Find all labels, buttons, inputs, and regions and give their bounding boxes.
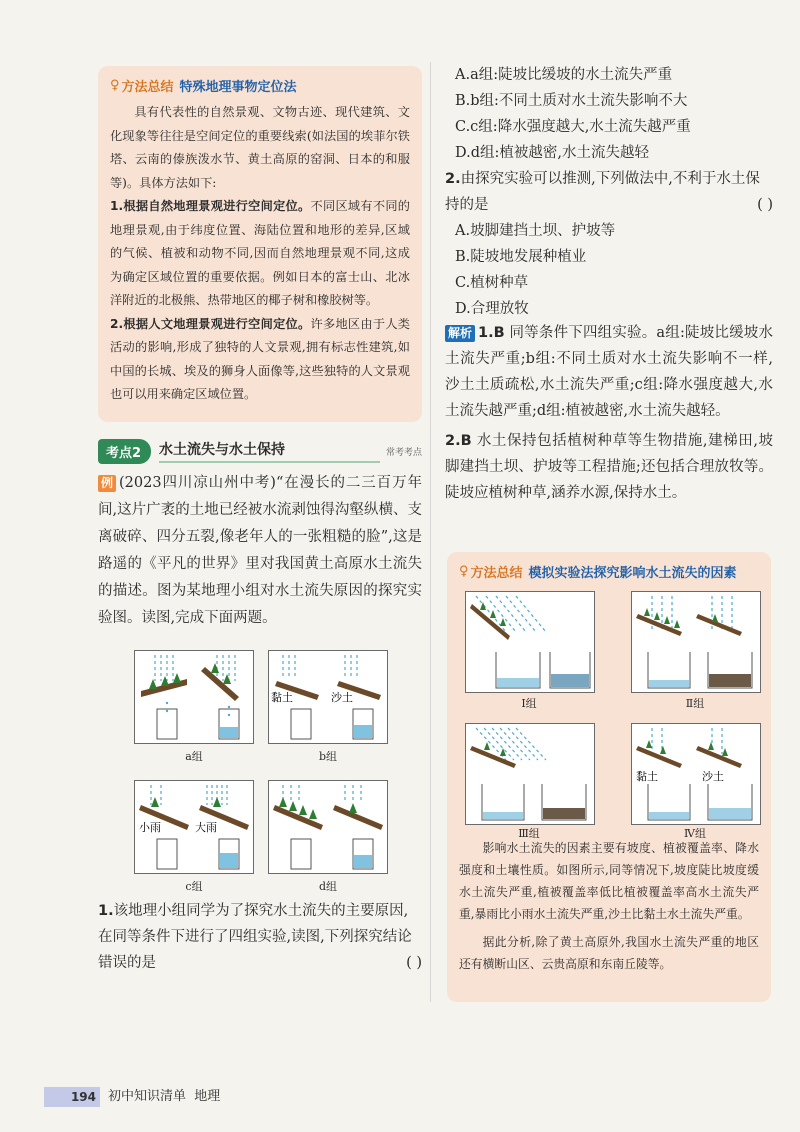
question-2-answer-blank: ( ) [757,197,773,213]
method-box-header [110,76,410,95]
caption-group-3: Ⅲ组 [518,827,540,840]
caption-group-1: Ⅰ组 [521,697,537,710]
option-a: A.a组:陡坡比缓坡的水土流失严重 [455,67,673,83]
answer-1-head: 1.B [478,325,505,341]
method2-paragraph-2: 据此分析,除了黄土高原外,我国水土流失严重的地区还有横断山区、云贵高原和东南丘陵等。 [459,935,759,971]
method-point-2-body: 许多地区由于人类活动的影响,形成了独特的人文景观,拥有标志性建筑,如中国的长城、埃及的狮身人面像等,这些独特的人文景观也可以用来确定区域位置。 [110,316,410,401]
method-title: 特殊地理事物定位法 [179,80,297,95]
method-point-1-head: 1.根据自然地理景观进行空间定位。 [110,199,311,213]
section-title: 水土流失与水土保持 [159,439,380,463]
answer-2-text: 水土保持包括植树种草等生物措施,建梯田,坡脚建挡土坝、护坡等工程措施;还包括合理放牧等。陡坡应植树种草,涵养水源,保持水土。 [445,433,774,501]
section-banner [98,437,422,465]
label-clay: 黏土 [271,691,293,704]
analysis-tag: 解析 [445,325,475,342]
example-paragraph [98,470,422,632]
question-1-options [455,62,775,166]
running-footer [108,1087,220,1107]
panel-3 [465,723,595,825]
panel-a [134,650,254,744]
method-tag: ♀ 方法总结 [110,78,174,95]
lightbulb-icon: ♀ [110,78,120,93]
label-sand: 沙土 [331,691,353,704]
panel-2 [631,591,761,693]
option-d: D.合理放牧 [455,301,529,317]
method-box-header [459,562,759,581]
subject-name: 地理 [194,1089,221,1104]
example-tag: 例 [98,475,116,492]
label-light-rain: 小雨 [139,821,161,834]
option-b: B.陡坡地发展种植业 [455,249,587,265]
label-clay: 黏土 [636,770,658,783]
method-point-1-body: 不同区域有不同的地理景观,由于纬度位置、海陆位置和地形的差异,区域的气候、植被和动物不同,因而自然地理景观不同,这成为确定区域位置的重要依据。例如日本的富士山、北冰洋附近的北极熊、热带地区的椰子树和橡胶树等。 [110,199,410,307]
question-1-text: 该地理小组同学为了探究水土流失的主要原因,在同等条件下进行了四组实验,读图,下列探究结论错误的是 [98,903,412,971]
question-2-number: 2. [445,171,461,187]
caption-group-4: Ⅳ组 [684,827,706,840]
lightbulb-icon: ♀ [459,564,469,579]
answer-1-text: 同等条件下四组实验。a组:陡坡比缓坡水土流失严重;b组:不同土质对水土流失影响不一样,沙土土质疏松,水土流失严重;c组:降水强度越大,水土流失越严重;d组:植被越密,水土流失越轻。 [445,325,774,419]
option-a: A.坡脚建挡土坝、护坡等 [455,223,616,239]
caption-b: b组 [318,750,338,763]
section-tag: 考点2 [98,439,151,464]
frequency-badge: 常考考点 [385,447,422,458]
book-title: 初中知识清单 [108,1089,187,1104]
question-1-answer-blank: ( ) [406,955,422,971]
option-d: D.d组:植被越密,水土流失越轻 [455,145,649,161]
question-1 [98,898,422,976]
option-c: C.植树种草 [455,275,529,291]
panel-c [134,780,254,874]
answer-2-head: 2.B [445,433,472,449]
label-sand: 沙土 [702,770,724,783]
caption-a: a组 [185,750,203,763]
option-b: B.b组:不同土质对水土流失影响不大 [455,93,688,109]
caption-group-2: Ⅱ组 [685,697,705,710]
experiment-figure-right [459,587,759,840]
question-2-text: 由探究实验可以推测,下列做法中,不利于水土保持的是 [445,171,760,213]
experiment-figure-left [134,650,404,900]
method2-paragraph-1: 影响水土流失的因素主要有坡度、植被覆盖率、降水强度和土壤性质。如图所示,同等情况下,坡度陡比坡度缓水土流失严重,植被覆盖率低比植被覆盖率高水土流失严重,暴雨比小雨水土流失严重,沙土比黏土水土流失严重。 [459,841,759,921]
method-title: 模拟实验法探究影响水土流失的因素 [528,566,737,581]
option-c: C.c组:降水强度越大,水土流失越严重 [455,119,691,135]
example-text: (2023四川凉山州中考)“在漫长的二三百万年间,这片广袤的土地已经被水流剥蚀得沟壑纵横、支离破碎、四分五裂,像老年人的一张粗糙的脸”,这是路遥的《平凡的世界》里对我国黄土高原水土流失的描述。图为某地理小组对水土流失原因的探究实验图。读图,完成下面两题。 [98,475,422,626]
panel-d [268,780,388,874]
panel-4 [631,723,761,825]
page-number: 194 [44,1087,100,1107]
method-summary-box-experiment [447,552,771,1002]
panel-1 [465,591,595,693]
caption-c: c组 [185,880,203,893]
panel-b [268,650,388,744]
method-summary-box-location [98,66,422,422]
method-intro: 具有代表性的自然景观、文物古迹、现代建筑、文化现象等往往是空间定位的重要线索(如法国的埃菲尔铁塔、云南的傣族泼水节、黄土高原的窑洞、日本的和服等)。具体方法如下: [110,105,410,190]
analysis-block [445,320,773,506]
method-tag: ♀ 方法总结 [459,564,523,581]
column-divider [430,62,431,1002]
caption-d: d组 [318,880,338,893]
question-1-number: 1. [98,903,114,919]
method-point-2-head: 2.根据人文地理景观进行空间定位。 [110,316,311,331]
label-heavy-rain: 大雨 [195,821,217,834]
question-2 [445,166,773,322]
